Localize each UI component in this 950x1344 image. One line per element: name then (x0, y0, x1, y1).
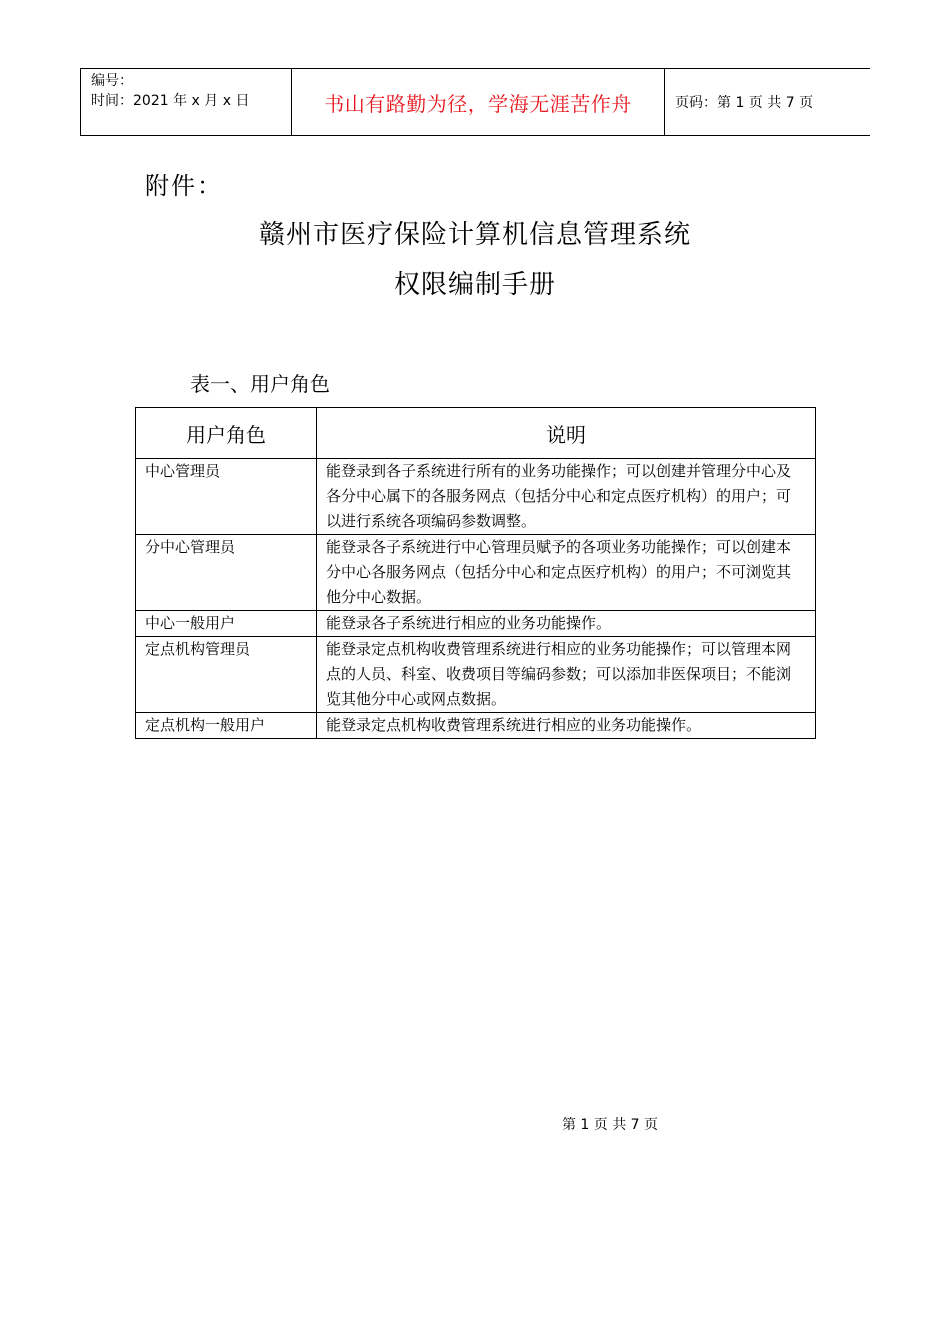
description-cell: 能登录各子系统进行相应的业务功能操作。 (317, 611, 816, 637)
date-label: 时间：2021 年 x 月 x 日 (91, 93, 250, 109)
number-label: 编号： (91, 73, 133, 89)
header-description: 说明 (317, 408, 816, 459)
table-row (136, 713, 816, 739)
table-row (136, 611, 816, 637)
description-cell: 能登录到各子系统进行所有的业务功能操作；可以创建并管理分中心及各分中心属下的各服务网点（包括分中心和定点医疗机构）的用户；可以进行系统各项编码参数调整。 (317, 459, 816, 535)
role-cell: 定点机构管理员 (136, 637, 317, 713)
description-cell: 能登录定点机构收费管理系统进行相应的业务功能操作。 (317, 713, 816, 739)
header-meta-cell (81, 69, 292, 136)
document-title: 赣州市医疗保险计算机信息管理系统 (258, 220, 691, 250)
table-row (136, 459, 816, 535)
page-footer: 第 1 页 共 7 页 (561, 1117, 659, 1133)
header-role: 用户角色 (136, 408, 317, 459)
description-cell: 能登录各子系统进行中心管理员赋予的各项业务功能操作；可以创建本分中心各服务网点（包括分中心和定点医疗机构）的用户；不可浏览其他分中心数据。 (317, 535, 816, 611)
description-cell: 能登录定点机构收费管理系统进行相应的业务功能操作；可以管理本网点的人员、科室、收费项目等编码参数；可以添加非医保项目；不能浏览其他分中心或网点数据。 (317, 637, 816, 713)
table-caption: 表一、用户角色 (190, 372, 330, 396)
table-header-row (136, 408, 816, 459)
document-subtitle: 权限编制手册 (393, 270, 556, 300)
table-row (136, 637, 816, 713)
role-cell: 中心管理员 (136, 459, 317, 535)
role-cell: 定点机构一般用户 (136, 713, 317, 739)
table-row (136, 535, 816, 611)
attachment-label: 附件： (145, 172, 223, 200)
motto: 书山有路勤为径，学海无涯苦作舟 (292, 69, 665, 136)
header-page-info: 页码：第 1 页 共 7 页 (665, 69, 871, 136)
header-table (80, 68, 870, 136)
user-roles-table (135, 407, 816, 739)
role-cell: 分中心管理员 (136, 535, 317, 611)
role-cell: 中心一般用户 (136, 611, 317, 637)
